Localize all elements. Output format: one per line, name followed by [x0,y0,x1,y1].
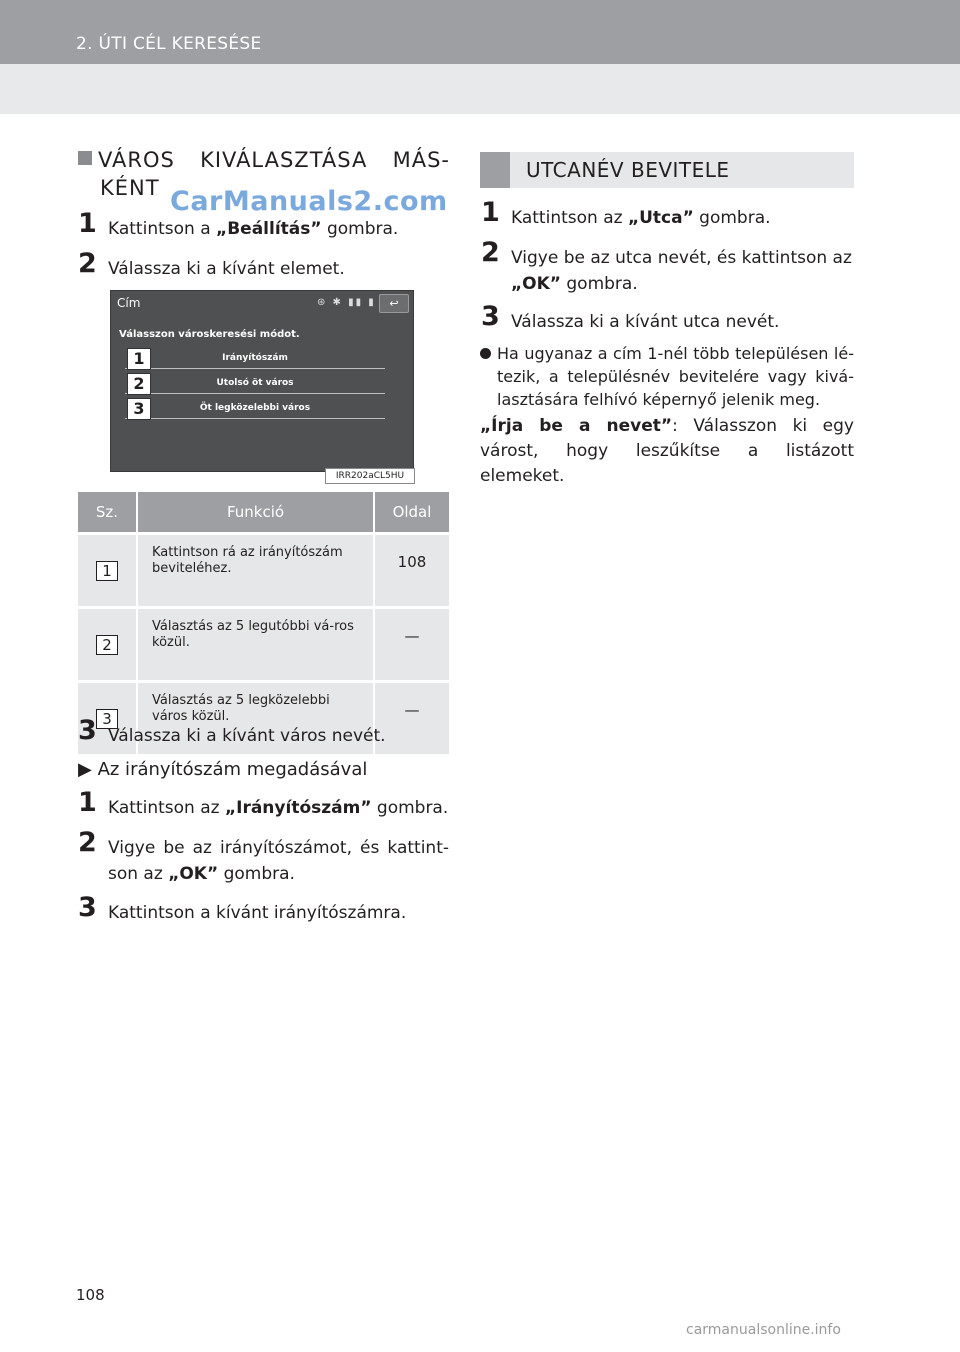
bullet-dot-icon [480,348,491,359]
step-text: Vigye be az irányítószámot, és kattint-son az [108,838,449,884]
table-header: Funkció [137,492,374,534]
number-box: 3 [96,709,118,729]
subheading [78,759,367,780]
image-code: IRR202aCL5HU [325,468,415,484]
screen-option: Irányítószám [125,348,385,369]
step-text: gombra. [218,864,295,884]
table-row [78,608,449,682]
title-word: VÁROS [98,148,175,172]
step-number: 1 [481,197,500,228]
table-header: Oldal [374,492,449,534]
chapter-title: 2. ÚTI CÉL KERESÉSE [76,34,262,54]
footer-watermark[interactable]: carmanualsonline.info [686,1322,841,1338]
step-bold: „Beállítás” [216,219,322,239]
page-cell: — [374,682,449,755]
step-text: Kattintson az [108,798,225,818]
page-cell: — [374,608,449,682]
option-number-badge: 2 [127,373,151,395]
option-number-badge: 1 [127,348,151,370]
step-item [78,208,399,242]
step-number: 3 [481,301,500,332]
screen-option: Utolsó öt város [125,373,385,394]
title-word: MÁS- [392,148,450,172]
screen-title: Cím [117,296,141,310]
screen-option: Öt legközelebbi város [125,398,385,419]
step-text: gombra. [321,219,399,239]
step-text: Válassza ki a kívánt utca nevét. [511,312,780,332]
table-row [78,534,449,608]
step-text: gombra. [371,798,449,818]
page-number: 108 [76,1286,105,1304]
number-box: 2 [96,635,118,655]
status-icons: ⊛ ✱ ▮▮ ▮ [317,297,376,308]
step-item [78,827,449,887]
step-text: gombra. [693,208,771,228]
step-text: Kattintson az [511,208,628,228]
step-bold: „OK” [168,864,219,884]
step-text: Kattintson a kívánt irányítószámra. [108,903,407,923]
step-bold: „Utca” [627,208,694,228]
title-line-2: KÉNT [100,176,160,200]
step-item [481,301,780,335]
square-bullet-icon [78,151,92,165]
step-text: Válassza ki a kívánt elemet. [108,259,345,279]
step-text: Válassza ki a kívánt város nevét. [108,726,386,746]
step-number: 2 [481,237,500,268]
option-number-badge: 3 [127,398,151,420]
step-bold: „Irányítószám” [224,798,372,818]
triangle-right-icon: ▶ [78,759,92,780]
watermark-link[interactable]: CarManuals2.com [170,186,448,217]
step-text: gombra. [560,274,638,294]
step-text: Vigye be az utca nevét, és kattintson az [511,248,852,268]
step-number: 1 [78,208,97,239]
step-item [481,197,771,231]
section-bar [480,152,854,188]
page-cell: 108 [374,534,449,608]
function-cell: Választás az 5 legutóbbi vá-ros közül. [137,608,374,682]
function-table [78,492,449,754]
step-number: 2 [78,248,97,279]
section-bar-title: UTCANÉV BEVITELE [526,158,730,182]
step-item [78,787,449,821]
function-cell: Választás az 5 legközelebbi város közül. [137,682,374,755]
screen-illustration [110,290,414,472]
table-header: Sz. [78,492,137,534]
number-box: 1 [96,561,118,581]
step-item [78,248,345,282]
subheading-text: Az irányítószám megadásával [97,759,368,780]
screen-prompt: Válasszon városkeresési módot. [119,329,300,340]
step-text: Kattintson a [108,219,217,239]
title-word: KIVÁLASZTÁSA [200,148,368,172]
function-cell: Kattintson rá az irányítószám beviteléhez. [137,534,374,608]
note-bold: „Írja be a nevet” [480,416,673,436]
step-item [78,892,407,926]
step-item [78,715,386,749]
bullet-text: Ha ugyanaz a cím 1-nél több településen lé-tezik, a településnév bevitelére vagy kivá-lasztására felhívó képernyő jelenik meg. [497,344,854,409]
back-icon: ↩ [379,294,409,313]
step-item [481,237,854,297]
note [480,414,854,489]
step-number: 2 [78,827,97,858]
step-number: 3 [78,892,97,923]
page-header [0,0,960,64]
note-text: : Válasszon ki egy várost, hogy leszűkítse a listázott elemeket. [480,416,854,486]
bar-tab [480,152,510,188]
header-band [0,64,960,114]
step-number: 1 [78,787,97,818]
step-bold: „OK” [511,274,561,294]
bullet-item [480,342,854,411]
step-number: 3 [78,715,97,746]
